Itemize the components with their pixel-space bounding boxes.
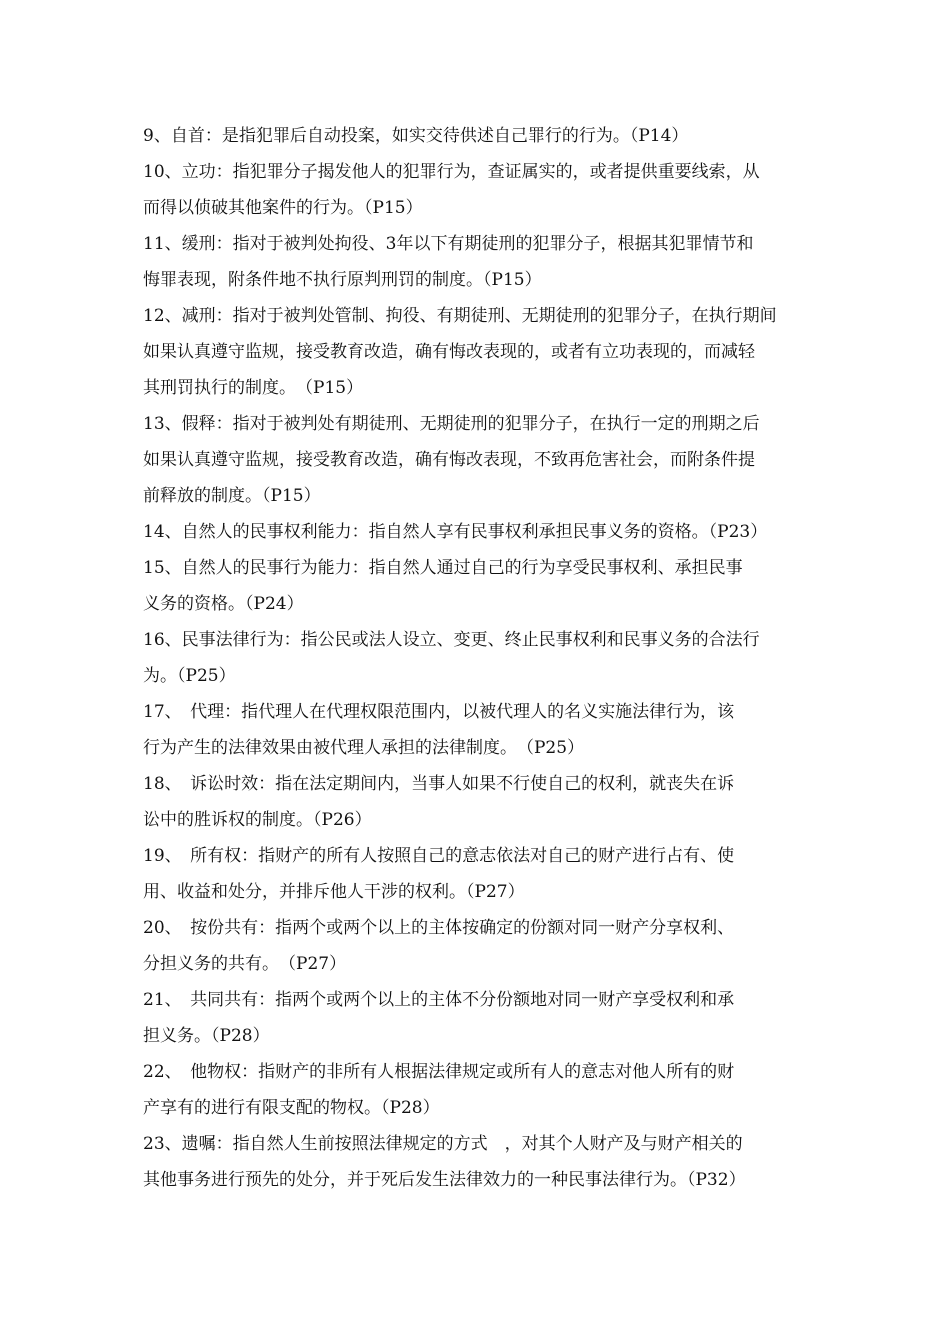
text-line: 担义务。（P28）	[143, 1026, 270, 1046]
text-line: 其他事务进行预先的处分，并于死后发生法律效力的一种民事法律行为。（P32）	[143, 1170, 746, 1190]
text-line: 行为产生的法律效果由被代理人承担的法律制度。 （P25）	[143, 738, 585, 758]
text-line: 讼中的胜诉权的制度。（P26）	[143, 810, 372, 830]
text-line: 21、 共同共有：指两个或两个以上的主体不分份额地对同一财产享受权利和承	[143, 990, 735, 1010]
text-line: 11、缓刑：指对于被判处拘役、3年以下有期徒刑的犯罪分子，根据其犯罪情节和	[143, 234, 754, 254]
text-line: 如果认真遵守监规，接受教育改造，确有悔改表现的，或者有立功表现的，而减轻	[143, 342, 755, 362]
text-line: 为。（P25）	[143, 666, 236, 686]
text-line: 前释放的制度。（P15）	[143, 486, 321, 506]
text-line: 22、 他物权：指财产的非所有人根据法律规定或所有人的意志对他人所有的财	[143, 1062, 735, 1082]
text-line: 13、假释：指对于被判处有期徒刑、无期徒刑的犯罪分子，在执行一定的刑期之后	[143, 414, 760, 434]
text-line: 9、自首：是指犯罪后自动投案，如实交待供述自己罪行的行为。（P14）	[143, 126, 689, 146]
text-line: 16、民事法律行为：指公民或法人设立、变更、终止民事权利和民事义务的合法行	[143, 630, 760, 650]
text-line: 产享有的进行有限支配的物权。（P28）	[143, 1098, 440, 1118]
text-line: 15、自然人的民事行为能力：指自然人通过自己的行为享受民事权利、承担民事	[143, 558, 743, 578]
text-line: 19、 所有权：指财产的所有人按照自己的意志依法对自己的财产进行占有、使	[143, 846, 735, 866]
text-line: 20、 按份共有：指两个或两个以上的主体按确定的份额对同一财产分享权利、	[143, 918, 735, 938]
text-line: 10、立功：指犯罪分子揭发他人的犯罪行为，查证属实的，或者提供重要线索，从	[143, 162, 760, 182]
text-line: 义务的资格。（P24）	[143, 594, 304, 614]
text-line: 18、 诉讼时效：指在法定期间内，当事人如果不行使自己的权利，就丧失在诉	[143, 774, 735, 794]
document-body	[143, 118, 808, 1198]
text-line: 其刑罚执行的制度。 （P15）	[143, 378, 364, 398]
text-line: 14、自然人的民事权利能力：指自然人享有民事权利承担民事义务的资格。（P23）	[143, 522, 768, 542]
text-line: 用、收益和处分，并排斥他人干涉的权利。（P27）	[143, 882, 525, 902]
text-line: 分担义务的共有。 （P27）	[143, 954, 347, 974]
text-line: 12、减刑：指对于被判处管制、拘役、有期徒刑、无期徒刑的犯罪分子，在执行期间	[143, 306, 777, 326]
text-line: 悔罪表现，附条件地不执行原判刑罚的制度。（P15）	[143, 270, 542, 290]
text-line: 如果认真遵守监规，接受教育改造，确有悔改表现，不致再危害社会，而附条件提	[143, 450, 755, 470]
text-line: 23、遗嘱：指自然人生前按照法律规定的方式 ，对其个人财产及与财产相关的	[143, 1134, 743, 1154]
text-line: 而得以侦破其他案件的行为。（P15）	[143, 198, 423, 218]
text-line: 17、 代理：指代理人在代理权限范围内，以被代理人的名义实施法律行为，该	[143, 702, 735, 722]
